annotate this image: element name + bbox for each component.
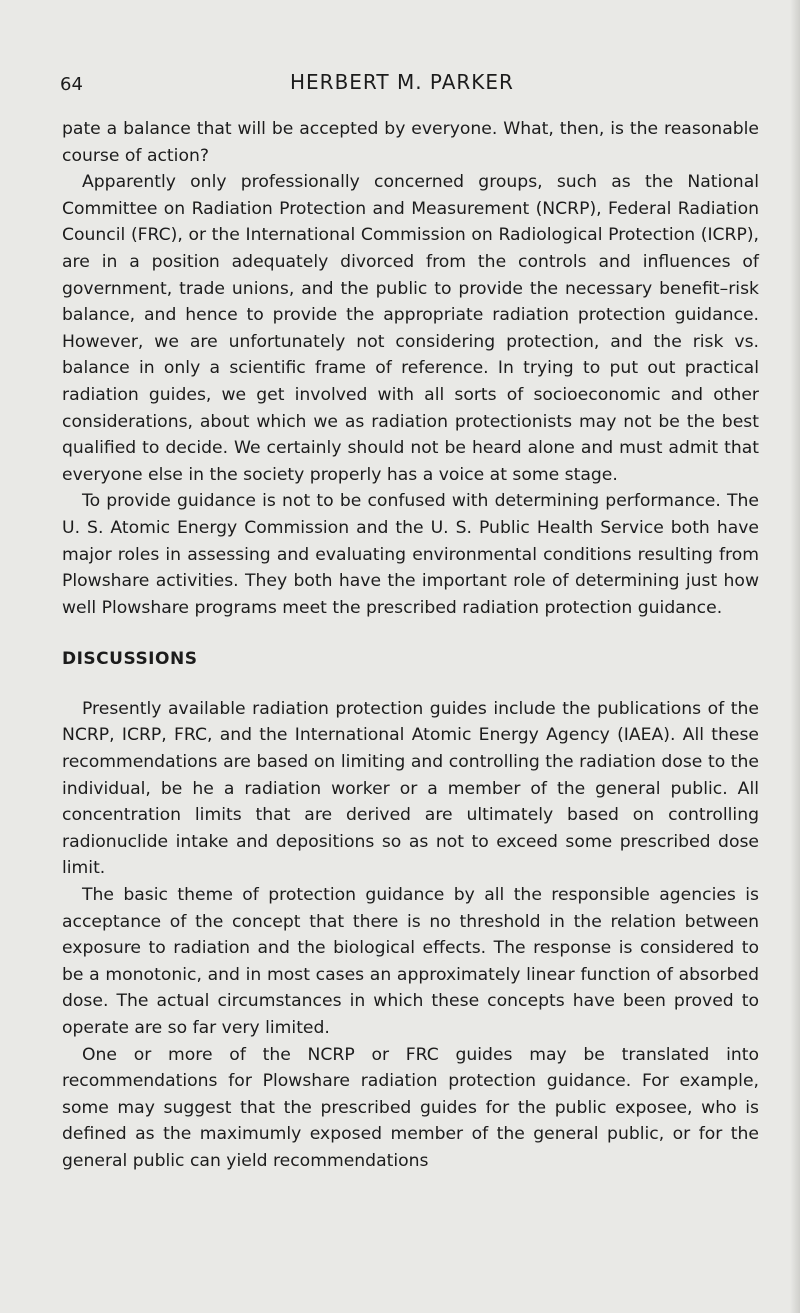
paragraph: pate a balance that will be accepted by everyone. What, then, is the reasonable course of action? (62, 119, 759, 166)
running-head: HERBERT M. PARKER (290, 70, 514, 94)
paragraph: Presently available radiation protection guides include the publications of the NCRP, ICRP, FRC, and the International Atomic Energy Agency (IAEA). All these recommendations are based on limiting and controlling the radiation dose to the individual, be he a radiation worker or a member of the general public. All concentration limits that are derived are ultimately based on controlling radionuclide intake and depositions so as not to exceed some prescribed dose limit. (62, 698, 759, 879)
body-text (62, 116, 759, 1175)
page-edge-shadow (790, 0, 800, 1313)
paragraph: One or more of the NCRP or FRC guides may be translated into recommendations for Plowshare radiation protection guidance. For example, some may suggest that the prescribed guides for the public exposee, who is defined as the maximumly exposed member of the general public, or for the general public can yield recommendations (62, 1044, 759, 1171)
paragraph: Apparently only professionally concerned groups, such as the National Committee on Radiation Protection and Measurement (NCRP), Federal Radiation Council (FRC), or the International Commission on Radiological Protection (ICRP), are in a position adequately divorced from the controls and influences of government, trade unions, and the public to provide the necessary benefit–risk balance, and hence to provide the appropriate radiation protection guidance. However, we are unfortunately not considering protection, and the risk vs. balance in only a scientific frame of reference. In trying to put out practical radiation guides, we get involved with all sorts of socioeconomic and other considerations, about which we as radiation protectionists may not be the best qualified to decide. We certainly should not be heard alone and must admit that everyone else in the society properly has a voice at some stage. (62, 172, 759, 485)
paragraph: The basic theme of protection guidance by all the responsible agencies is acceptance of the concept that there is no threshold in the relation between exposure to radiation and the biological effects. The response is considered to be a monotonic, and in most cases an approximately linear function of absorbed dose. The actual circumstances in which these concepts have been proved to operate are so far very limited. (62, 885, 759, 1038)
section-heading: DISCUSSIONS (62, 649, 198, 670)
page-header (60, 70, 760, 100)
paragraph: To provide guidance is not to be confused with determining performance. The U. S. Atomic Energy Commission and the U. S. Public Health Service both have major roles in assessing and evaluating environmental conditions resulting from Plowshare activities. They both have the important role of determining just how well Plowshare programs meet the prescribed radiation protection guidance. (62, 491, 759, 618)
page-number: 64 (60, 74, 83, 95)
